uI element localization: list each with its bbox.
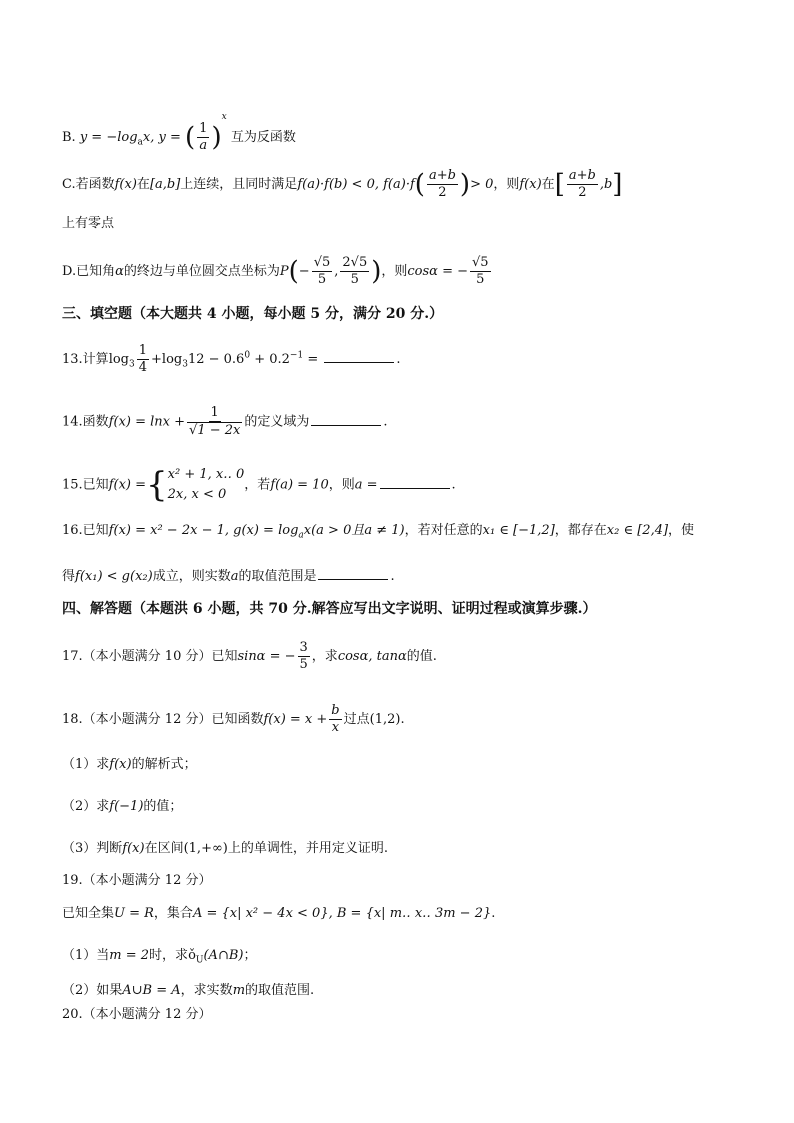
question-20-title: 20.（本小题满分 12 分） [62, 1007, 212, 1022]
question-18: 18.（本小题满分 12 分）已知函数f(x) = x + $\frac{b}{x}$ 过点(1,2). [62, 703, 405, 735]
question-18-part1: （1）求f(x)的解析式； [62, 757, 197, 772]
question-15: 15.已知f(x) ={ x² + 1, x‥ 0 2x, x < 0 ，若f(a) = 10，则a = . [62, 465, 456, 505]
answer-blank[interactable] [324, 349, 394, 363]
answer-blank[interactable] [318, 566, 388, 580]
question-16: 16.已知f(x) = x² − 2x − 1, $g(x) = \log_ax(a > 0$且a ≠ 1)，若对任意的x₁ ∈ [−1,2]，都存在x₂ ∈ [2,4]，使 [62, 523, 695, 541]
question-19-part2: （2）如果A∪B = A，求实数m的取值范围. [62, 983, 315, 998]
question-18-part3: （3）判断f(x)在区间(1,+∞)上的单调性，并用定义证明. [62, 841, 389, 856]
question-19-title: 19.（本小题满分 12 分） [62, 873, 212, 888]
answer-blank[interactable] [311, 412, 381, 426]
option-d: D.已知角α的终边与单位圆交点坐标为P(− $\frac{√5}{5}$ , $\frac{2√5}{5}$ )，则cosα = − $\frac{√5}{5}$ [62, 255, 489, 287]
answer-blank[interactable] [380, 475, 450, 489]
option-b: B. $y = -\log_ax$, y = ( $\frac{1}{a}$ )$^x$ 互为反函数 [62, 112, 296, 153]
section-4-heading: 四、解答题（本题洪 6 小题，共 70 分.解答应写出文字说明、证明过程或演算步骤.） [62, 601, 597, 617]
question-14: 14.函数f(x) = lnx + $\frac{1}{√1 - 2x}$ 的定义域为 . [62, 405, 388, 438]
option-c: C.若函数f(x)在[a,b]上连续，且同时满足f(a)·f(b) < 0, f(a)·f( $\frac{a+b}{2}$ )> 0，则f(x)在[ $\frac{a+b}{2}$ ,b] [62, 168, 623, 200]
option-c-line2: 上有零点 [62, 216, 115, 231]
question-19-stem: 已知全集U = R，集合A = {x| x² − 4x < 0}, B = {x| m‥ x‥ 3m − 2}. [62, 906, 496, 921]
question-19-part1: （1）当m = 2时，求$ǒ_U(A\cap B)$； [62, 948, 257, 966]
question-18-part2: （2）求f(−1)的值； [62, 799, 183, 814]
question-17: 17.（本小题满分 10 分）已知sinα = − $\frac{3}{5}$ ，求cosα, tanα的值. [62, 640, 437, 672]
section-3-heading: 三、填空题（本大题共 4 小题，每小题 5 分，满分 20 分.） [62, 306, 444, 322]
question-13: 13.计算$\log_3$ $\frac{1}{4}$ $+\log_312 - 0.6^0 + 0.2^{-1}$ = . [62, 343, 401, 375]
question-16-line2: 得f(x₁) < g(x₂)成立，则实数a的取值范围是 . [62, 566, 395, 586]
